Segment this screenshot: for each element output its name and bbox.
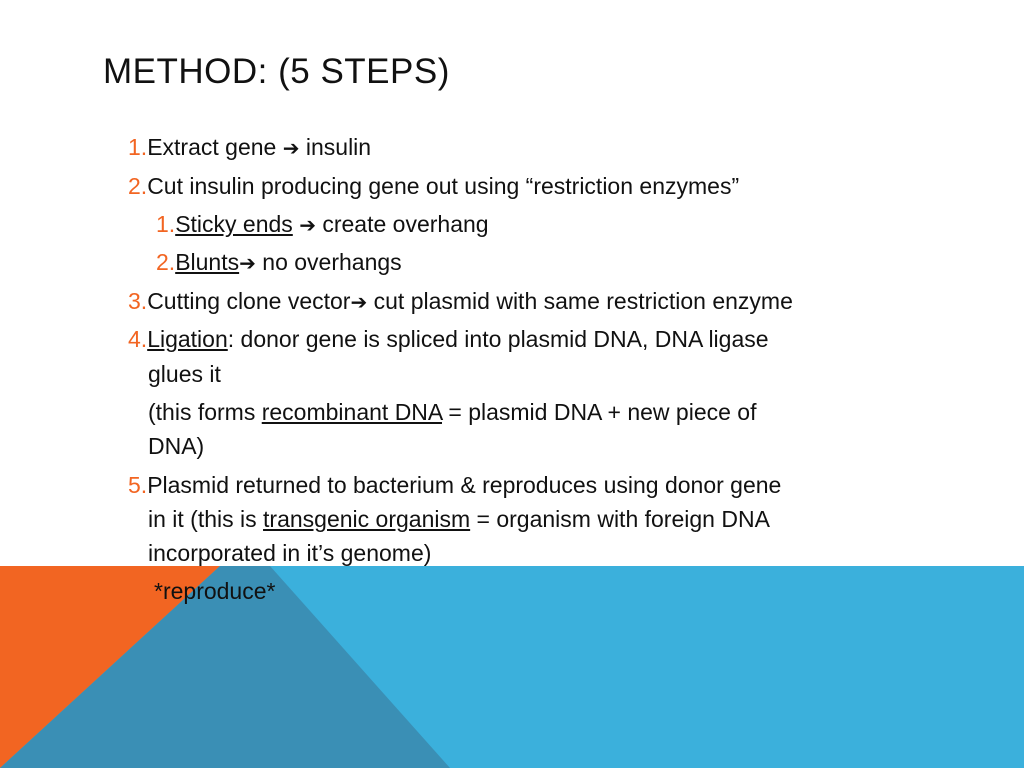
term-transgenic-organism: transgenic organism	[263, 506, 471, 532]
note-text: = plasmid DNA + new piece of	[441, 399, 757, 425]
term-blunts: Blunts	[175, 249, 240, 275]
step-number: 2.	[128, 173, 148, 199]
step-number: 5.	[128, 472, 148, 498]
arrow-icon: ➔	[299, 213, 316, 237]
step-2	[128, 169, 739, 203]
arrow-icon: ➔	[282, 136, 300, 160]
step-1	[128, 130, 371, 165]
step-number: 3.	[128, 288, 148, 314]
step-4-note-cont	[148, 429, 204, 463]
slide-title: METHOD: (5 STEPS)	[103, 52, 450, 91]
step-5-cont	[148, 502, 770, 536]
note-text: (this forms	[148, 399, 262, 425]
step-number: 1.	[128, 134, 148, 160]
step-text: insulin	[299, 134, 372, 160]
step-text: Cutting clone vector	[147, 288, 351, 314]
step-4-cont	[148, 357, 221, 391]
step-text: cut plasmid with same restriction enzyme	[367, 288, 793, 314]
note-text: DNA)	[148, 433, 205, 459]
step-text: Plasmid returned to bacterium & reproduces using donor gene	[147, 472, 782, 498]
term-ligation: Ligation	[147, 326, 228, 352]
step-text: Cut insulin producing gene out using “restriction enzymes”	[147, 173, 740, 199]
step-number: 4.	[128, 326, 148, 352]
step-text: Extract gene	[147, 134, 283, 160]
step-5	[128, 468, 781, 502]
step-text: = organism with foreign DNA	[470, 506, 770, 532]
step-text: incorporated in it’s genome)	[148, 540, 432, 566]
arrow-icon: ➔	[350, 290, 368, 314]
term-sticky-ends: Sticky ends	[175, 211, 293, 237]
step-4-note	[148, 395, 756, 429]
step-text: in it (this is	[148, 506, 264, 532]
step-2-sub-1	[156, 207, 489, 242]
step-text: no overhangs	[255, 249, 402, 275]
step-4	[128, 322, 769, 356]
step-5-cont-2	[148, 536, 431, 570]
step-2-sub-2	[156, 245, 402, 280]
step-3	[128, 284, 793, 319]
arrow-icon: ➔	[239, 251, 256, 275]
step-number: 1.	[156, 211, 176, 237]
step-text: : donor gene is spliced into plasmid DNA, DNA ligase	[227, 326, 769, 352]
reproduce-note: *reproduce*	[154, 578, 276, 604]
term-recombinant-dna: recombinant DNA	[261, 399, 442, 425]
step-number: 2.	[156, 249, 176, 275]
step-text: glues it	[148, 361, 221, 387]
step-text: create overhang	[315, 211, 489, 237]
